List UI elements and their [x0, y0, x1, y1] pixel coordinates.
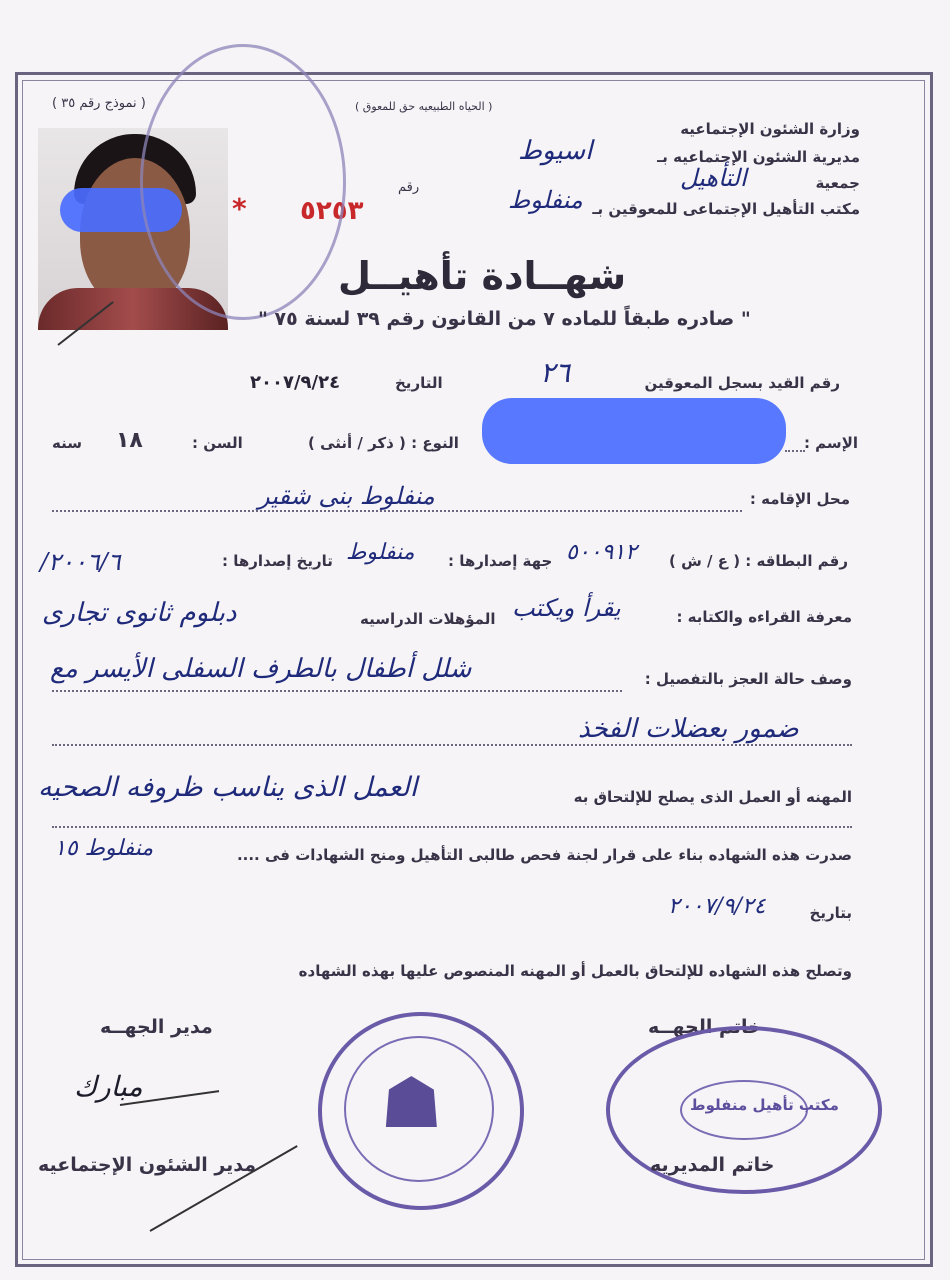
- social-affairs-director: مدير الشئون الإجتماعيه: [38, 1154, 257, 1176]
- director-label: مدير الجهــه: [100, 1016, 213, 1038]
- disability-dots-1: [52, 690, 622, 692]
- name-dots: [785, 450, 805, 452]
- seal-label: خاتم الجهــه: [648, 1016, 762, 1038]
- disability-line1: شلل أطفال بالطرف السفلى الأيسر مع: [50, 654, 472, 684]
- date-label: التاريخ: [395, 374, 443, 392]
- certificate-title: شهــادة تأهيــل: [338, 254, 627, 298]
- registry-label: رقم القيد بسجل المعوقين: [644, 374, 840, 392]
- form-number: ( نموذج رقم ٣٥ ): [52, 96, 146, 111]
- gender-label: النوع : ( ذكر / أنثى ): [308, 434, 459, 452]
- residence-dots: [52, 510, 742, 512]
- qualification-label: المؤهلات الدراسيه: [360, 610, 496, 628]
- name-label: الإسم :: [803, 434, 858, 452]
- card-label: رقم البطاقه : ( ع / ش ): [669, 552, 848, 570]
- date-value: ٢٠٠٧/٩/٢٤: [250, 372, 341, 393]
- on-date-label: بتاريخ: [809, 904, 852, 922]
- issued-value: منفلوط ١٥: [54, 836, 154, 861]
- issuer-value: منفلوط: [346, 540, 415, 565]
- job-dots: [52, 826, 852, 828]
- redaction-name: [482, 398, 786, 464]
- literacy-value: يقرأ ويكتب: [512, 594, 621, 622]
- on-date-value: ٢٠٠٧/٩/٢٤: [668, 894, 766, 919]
- disability-label: وصف حالة العجز بالتفصيل :: [644, 670, 852, 688]
- issued-label: صدرت هذه الشهاده بناء على قرار لجنة فحص طالبى التأهيل ومنح الشهادات فى ....: [236, 846, 852, 864]
- literacy-label: معرفة القراءه والكتابه :: [676, 608, 852, 626]
- directorate-label: مديرية الشئون الإجتماعيه بـ: [657, 148, 860, 166]
- slogan: ( الحياه الطبيعيه حق للمعوق ): [355, 100, 493, 113]
- directorate-seal-label: خاتم المديريه: [650, 1154, 775, 1176]
- photo-stamp: [140, 44, 346, 320]
- eagle-icon: ☗: [380, 1062, 443, 1144]
- certificate-subtitle: " صادره طبقاً للماده ٧ من القانون رقم ٣٩ لسنة ٧٥ ": [258, 308, 751, 330]
- disability-line2: ضمور بعضلات الفخذ: [578, 714, 799, 744]
- issuer-label: جهة إصدارها :: [448, 552, 553, 570]
- asterisk-icon: *: [232, 192, 247, 225]
- serial-number: ٥٢٥٣: [300, 196, 364, 226]
- association-value: التأهيل: [680, 164, 747, 192]
- validity-text: وتصلح هذه الشهاده للإلتحاق بالعمل أو المهنه المنصوص عليها بهذه الشهاده: [298, 962, 852, 980]
- office-label: مكتب التأهيل الإجتماعى للمعوقين بـ: [592, 200, 860, 218]
- issue-date-label: تاريخ إصدارها :: [222, 552, 333, 570]
- serial-label: رقم: [398, 180, 420, 195]
- eagle-seal: [318, 1012, 524, 1210]
- association-label: جمعية: [815, 174, 860, 192]
- qualification-value: دبلوم ثانوى تجارى: [42, 598, 237, 628]
- directorate-value: اسيوط: [518, 136, 593, 166]
- office-seal-text: مكتب تأهيل منفلوط: [690, 1096, 839, 1114]
- residence-label: محل الإقامه :: [749, 490, 850, 508]
- ministry-name: وزارة الشئون الإجتماعيه: [680, 120, 860, 138]
- age-unit: سنه: [52, 434, 82, 452]
- issue-date-value: ٢٠٠٦/٦/: [40, 548, 121, 576]
- job-value: العمل الذى يناسب ظروفه الصحيه: [38, 772, 418, 803]
- disability-dots-2: [52, 744, 852, 746]
- office-value: منفلوط: [508, 186, 583, 214]
- age-value: ١٨: [116, 428, 143, 453]
- residence-value: منفلوط بنى شقير: [258, 482, 435, 510]
- age-label: السن :: [192, 434, 243, 452]
- director-signature: مبارك: [74, 1070, 143, 1103]
- job-label: المهنه أو العمل الذى يصلح للإلتحاق به: [573, 788, 852, 806]
- card-value: ٥٠٠٩١٢: [566, 540, 637, 565]
- registry-value: ٢٦: [540, 356, 571, 389]
